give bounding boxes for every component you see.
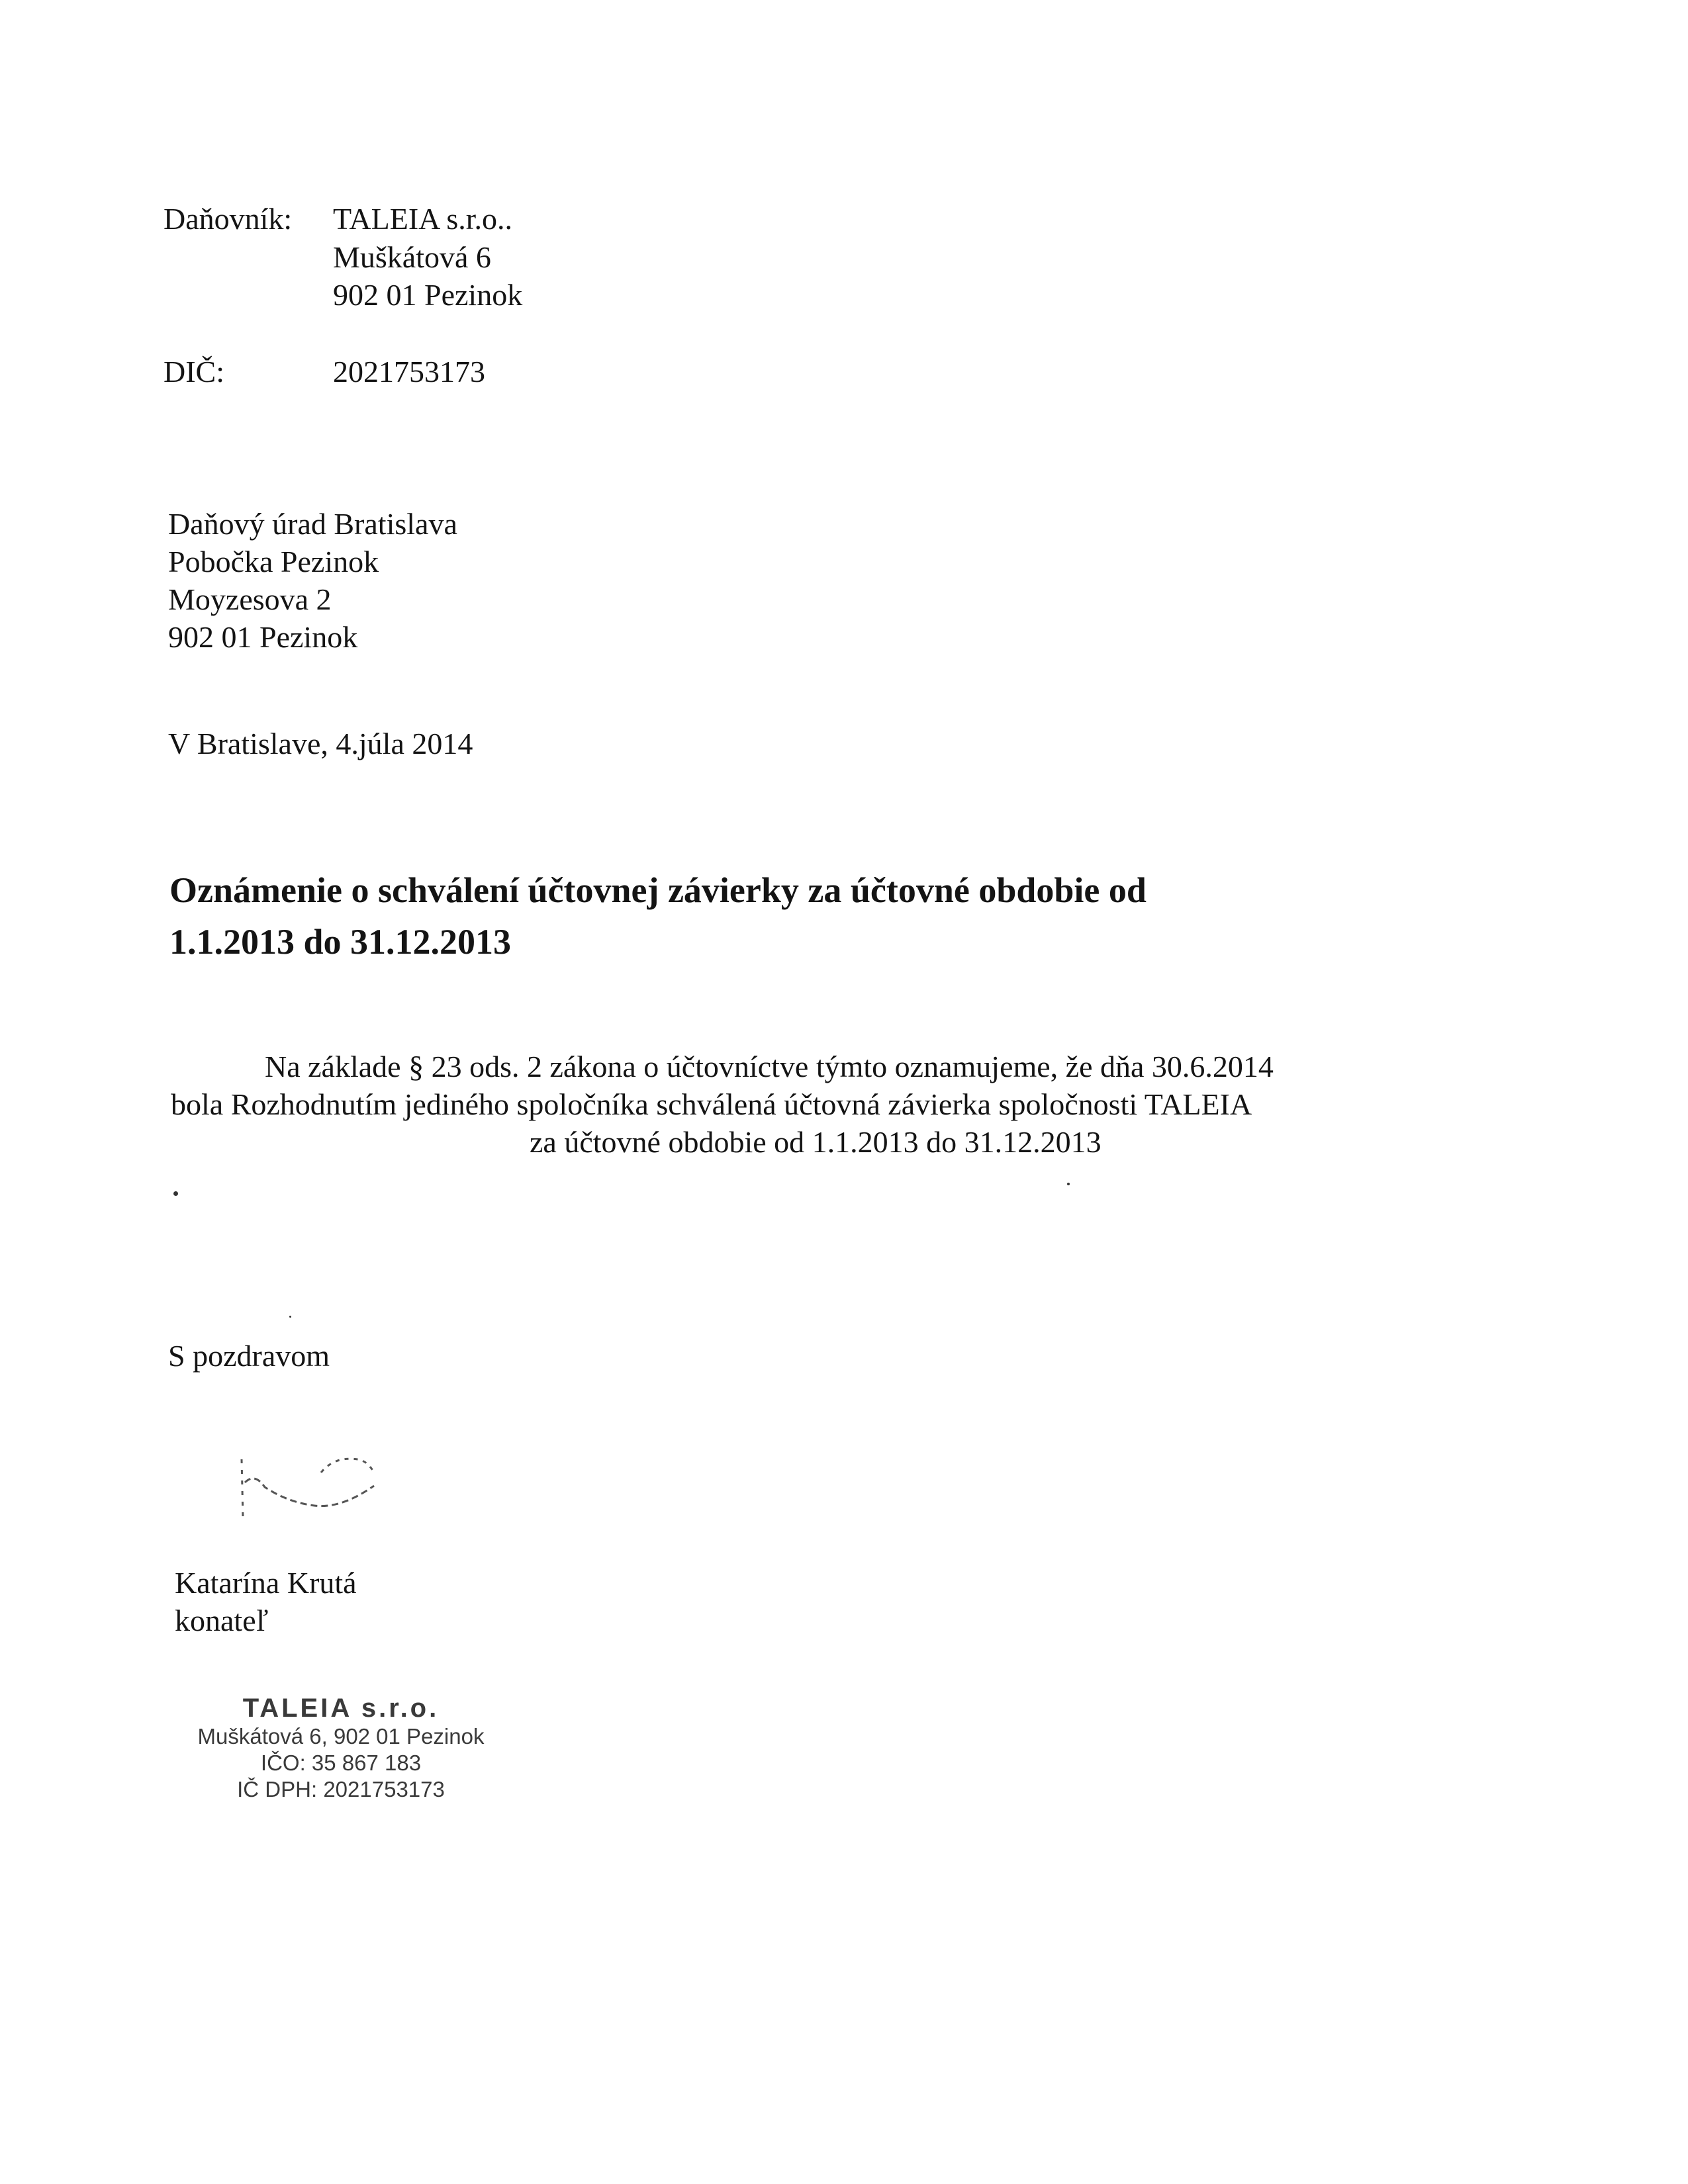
taxpayer-city: 902 01 Pezinok (333, 278, 523, 312)
date-line: V Bratislave, 4.júla 2014 (168, 727, 473, 760)
stamp-ic-dph: IČ DPH: 2021753173 (237, 1777, 445, 1801)
scan-speck (289, 1316, 291, 1318)
taxpayer-street: Muškátová 6 (333, 240, 491, 274)
closing-greeting: S pozdravom (168, 1339, 330, 1373)
stamp-ico: IČO: 35 867 183 (260, 1751, 422, 1775)
recipient-line1: Daňový úrad Bratislava (168, 507, 457, 541)
taxpayer-label: Daňovník: (164, 202, 293, 236)
recipient-line2: Pobočka Pezinok (168, 545, 379, 578)
handwritten-signature (235, 1446, 407, 1552)
body-line3: za účtovné obdobie od 1.1.2013 do 31.12.2013 (530, 1125, 1102, 1159)
body-line2: bola Rozhodnutím jediného spoločníka schválená účtovná závierka spoločnosti TALEIA (171, 1087, 1252, 1121)
dic-label: DIČ: (164, 355, 224, 388)
recipient-line4: 902 01 Pezinok (168, 620, 358, 654)
company-stamp (169, 1693, 513, 1803)
stamp-address: Muškátová 6, 902 01 Pezinok (197, 1724, 485, 1749)
stamp-company: TALEIA s.r.o. (242, 1694, 440, 1723)
taxpayer-name: TALEIA s.r.o.. (333, 202, 513, 236)
body-line1: Na základe § 23 ods. 2 zákona o účtovníctve týmto oznamujeme, že dňa 30.6.2014 (265, 1050, 1274, 1083)
dic-value: 2021753173 (333, 355, 485, 388)
signatory-name: Katarína Krutá (175, 1566, 357, 1600)
scan-speck (173, 1191, 178, 1196)
signatory-role: konateľ (175, 1604, 269, 1637)
recipient-line3: Moyzesova 2 (168, 582, 332, 616)
document-title-line2: 1.1.2013 do 31.12.2013 (169, 922, 512, 962)
scan-speck (1067, 1183, 1070, 1185)
document-title-line1: Oznámenie o schválení účtovnej závierky za účtovné obdobie od (169, 870, 1147, 910)
